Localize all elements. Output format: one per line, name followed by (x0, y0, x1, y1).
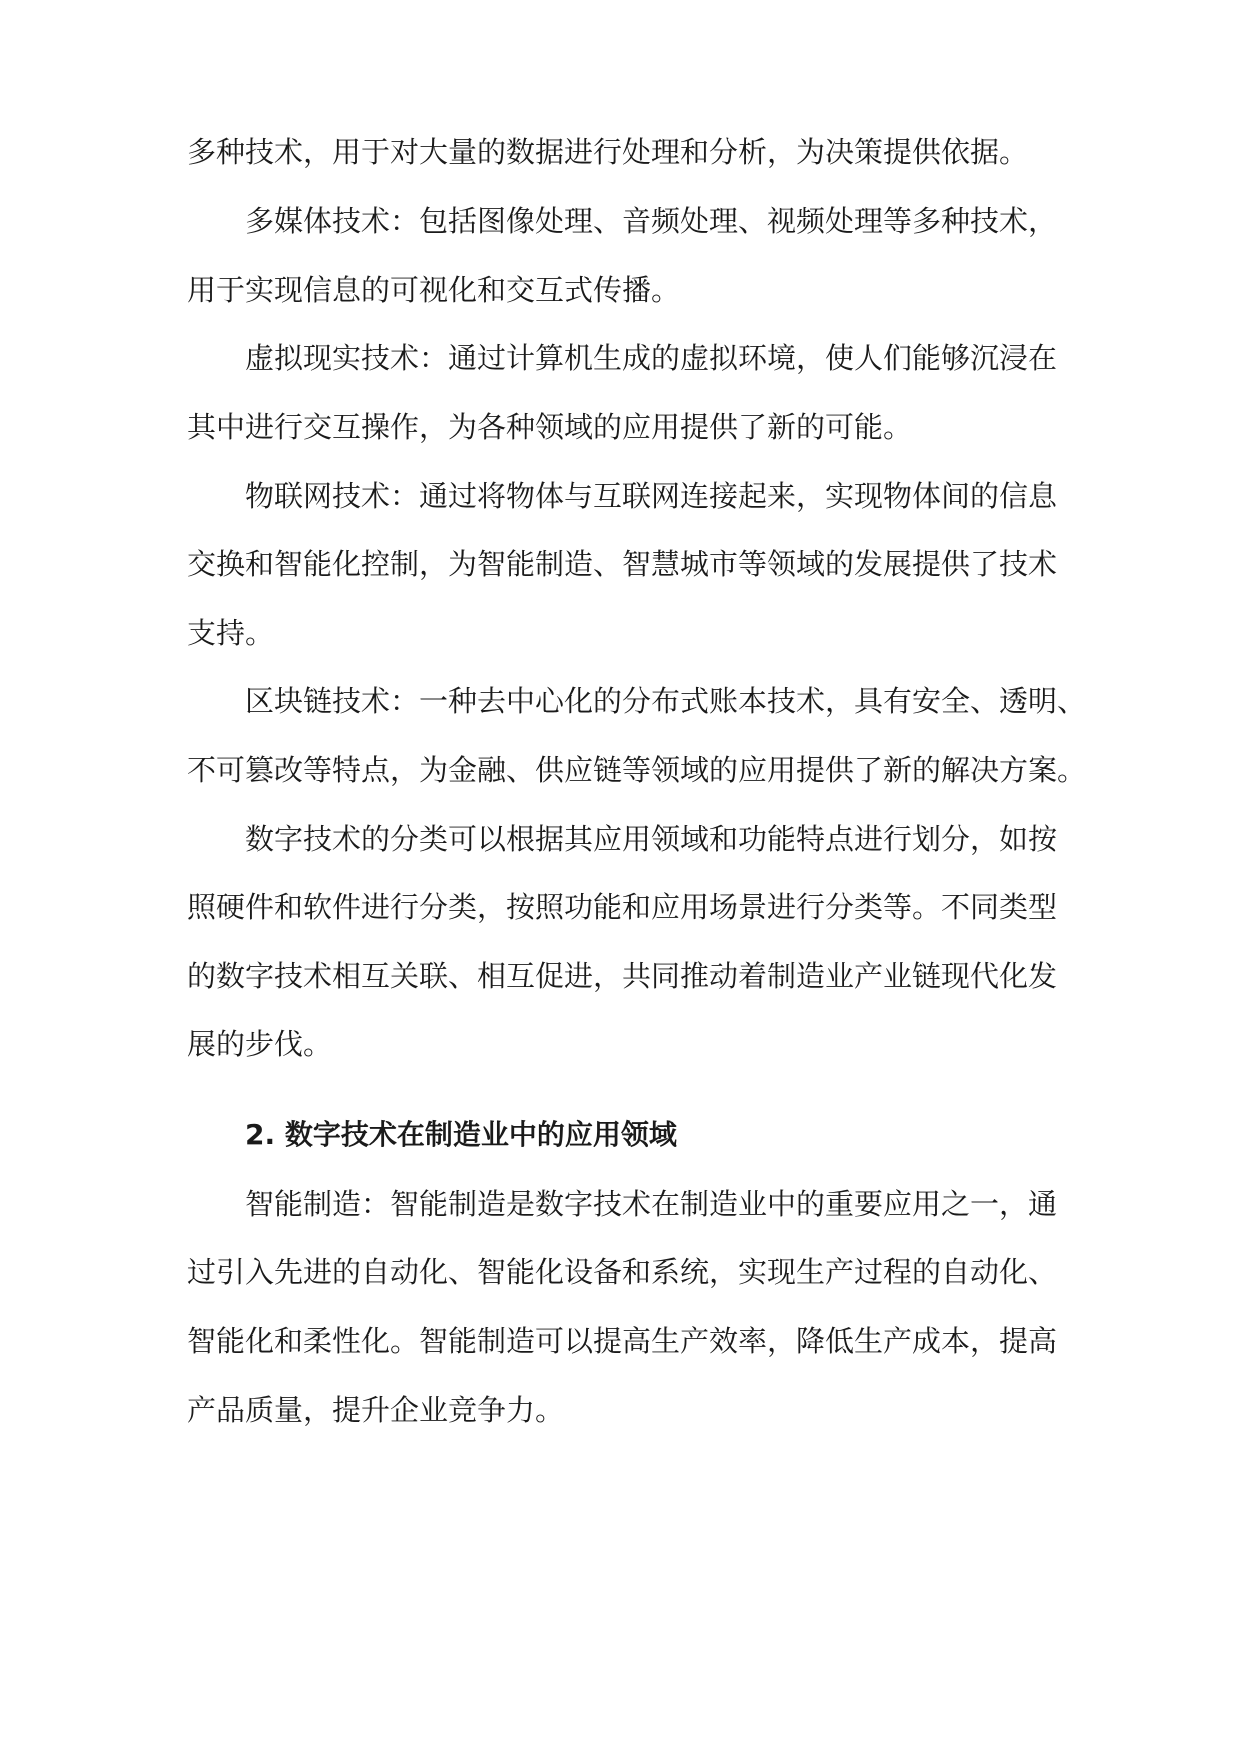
text-line: 智能制造：智能制造是数字技术在制造业中的重要应用之一，通 (245, 1187, 1058, 1221)
section-heading: 2. 数字技术在制造业中的应用领域 (245, 1118, 677, 1151)
text-line: 区块链技术：一种去中心化的分布式账本技术，具有安全、透明、 (245, 684, 1087, 718)
text-line: 交换和智能化控制，为智能制造、智慧城市等领域的发展提供了技术 (187, 547, 1058, 581)
text-line: 数字技术的分类可以根据其应用领域和功能特点进行划分，如按 (245, 822, 1058, 856)
text-line: 物联网技术：通过将物体与互联网连接起来，实现物体间的信息 (245, 479, 1058, 513)
text-line: 智能化和柔性化。智能制造可以提高生产效率，降低生产成本，提高 (187, 1324, 1058, 1358)
text-line: 产品质量，提升企业竞争力。 (187, 1393, 565, 1427)
text-line: 虚拟现实技术：通过计算机生成的虚拟环境，使人们能够沉浸在 (245, 341, 1058, 375)
text-line: 照硬件和软件进行分类，按照功能和应用场景进行分类等。不同类型 (187, 890, 1058, 924)
text-line: 多种技术，用于对大量的数据进行处理和分析，为决策提供依据。 (187, 135, 1029, 169)
text-line: 不可篡改等特点，为金融、供应链等领域的应用提供了新的解决方案。 (187, 753, 1087, 787)
text-line: 其中进行交互操作，为各种领域的应用提供了新的可能。 (187, 410, 913, 444)
text-line: 多媒体技术：包括图像处理、音频处理、视频处理等多种技术， (245, 204, 1058, 238)
text-line: 的数字技术相互关联、相互促进，共同推动着制造业产业链现代化发 (187, 959, 1058, 993)
text-line: 支持。 (187, 616, 275, 650)
text-line: 展的步伐。 (187, 1027, 333, 1061)
text-line: 用于实现信息的可视化和交互式传播。 (187, 273, 681, 307)
text-line: 过引入先进的自动化、智能化设备和系统，实现生产过程的自动化、 (187, 1255, 1058, 1289)
